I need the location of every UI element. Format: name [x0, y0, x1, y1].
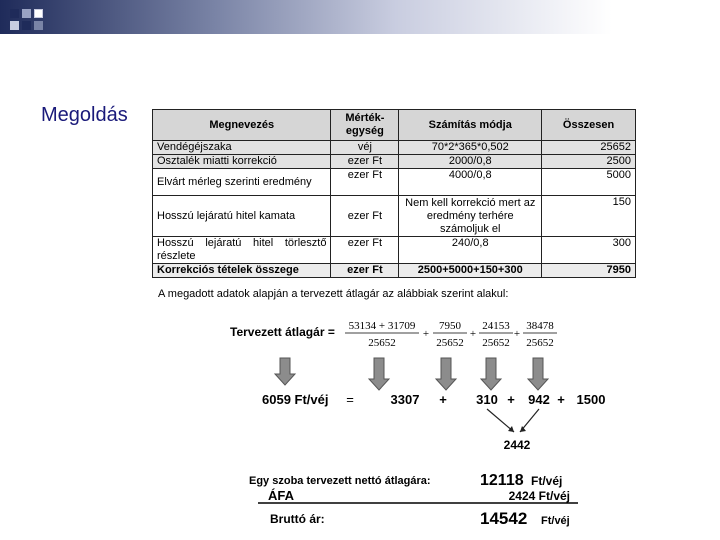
cell-total: 300 [542, 237, 636, 264]
deco-square [34, 21, 43, 30]
deco-square [10, 21, 19, 30]
cell-total: 150 [542, 196, 636, 237]
net-price-unit: Ft/véj [531, 474, 563, 488]
gross-price-label: Bruttó ár: [270, 512, 325, 526]
explanation-note: A megadott adatok alapján a tervezett átlagár az alábbiak szerint alakul: [158, 288, 509, 300]
cell-total: 2500 [542, 155, 636, 169]
fraction-1 [345, 320, 419, 349]
deco-square [34, 9, 43, 18]
cell-name: Hosszú lejáratú hitel kamata [153, 196, 331, 237]
table-row [153, 155, 636, 169]
cell-calc: 240/0,8 [399, 237, 542, 264]
cell-unit: ezer Ft [331, 155, 399, 169]
plus-sign: + [557, 392, 565, 407]
header-gradient-bar [0, 0, 720, 34]
plus-sign: + [422, 328, 430, 340]
cell-calc: 70*2*365*0,502 [399, 141, 542, 155]
fraction-4 [523, 320, 557, 349]
fraction-numerator: 7950 [439, 320, 461, 332]
value-profit: 1500 [576, 392, 606, 407]
header-total: Összesen [542, 110, 636, 141]
down-arrow-icon [481, 358, 501, 390]
table-row [153, 196, 636, 237]
gross-price-unit: Ft/véj [541, 515, 570, 527]
fraction-numerator: 24153 [482, 320, 510, 332]
slide-title: Megoldás [41, 104, 128, 126]
vat-value: 2424 Ft/véj [508, 489, 570, 503]
cell-name: Korrekciós tételek összege [153, 264, 331, 278]
plus-sign: + [513, 328, 521, 340]
value-base: 3307 [390, 392, 420, 407]
formula-label: Tervezett átlagár = [230, 325, 335, 339]
deco-square [22, 9, 31, 18]
cell-calc: Nem kell korrekció mert az eredmény terhére számoljuk el [399, 196, 542, 237]
cell-name: Hosszú lejáratú hitel törlesztő részlete [153, 237, 331, 264]
down-arrow-icon [275, 358, 295, 385]
cell-calc: 4000/0,8 [399, 169, 542, 196]
net-price-label: Egy szoba tervezett nettó átlagára: [249, 475, 431, 487]
down-arrow-icon [528, 358, 548, 390]
table-row [153, 141, 636, 155]
plus-sign: + [439, 392, 447, 407]
cell-unit: ezer Ft [331, 196, 399, 237]
cell-total: 5000 [542, 169, 636, 196]
table-total-row [153, 264, 636, 278]
fraction-denominator: 25652 [368, 337, 396, 349]
gross-price-value: 14542 [480, 509, 528, 528]
header-unit: Mérték-egység [331, 110, 399, 141]
deco-square [10, 9, 19, 18]
vat-label: ÁFA [268, 488, 294, 503]
fraction-denominator: 25652 [526, 337, 554, 349]
cell-name: Elvárt mérleg szerinti eredmény [153, 169, 331, 196]
arrow-head-icon [520, 426, 526, 432]
cell-name: Osztalék miatti korrekció [153, 155, 331, 169]
plus-sign: + [469, 328, 477, 340]
plus-sign: + [507, 392, 515, 407]
result-label: 6059 Ft/véj [262, 392, 329, 407]
value-sales: 942 [528, 392, 550, 407]
cell-unit: ezer Ft [331, 169, 399, 196]
fraction-2 [433, 320, 467, 349]
fraction-denominator: 25652 [482, 337, 510, 349]
subtotal-value: 2442 [503, 438, 531, 452]
correction-table [152, 109, 636, 278]
fraction-denominator: 25652 [436, 337, 464, 349]
cell-total: 25652 [542, 141, 636, 155]
table-row [153, 237, 636, 264]
cell-unit: véj [331, 141, 399, 155]
header-calc: Számítás módja [399, 110, 542, 141]
cell-name: Vendégéjszaka [153, 141, 331, 155]
table-header-row [153, 110, 636, 141]
deco-square [22, 21, 31, 30]
price-formula [0, 300, 720, 540]
header-name: Megnevezés [153, 110, 331, 141]
net-price-value: 12118 [480, 472, 524, 489]
value-correction: 310 [476, 392, 498, 407]
down-arrow-icon [369, 358, 389, 390]
cell-calc: 2500+5000+150+300 [399, 264, 542, 278]
equals-sign: = [346, 392, 354, 407]
down-arrow-icon [436, 358, 456, 390]
table-row [153, 169, 636, 196]
cell-calc: 2000/0,8 [399, 155, 542, 169]
cell-total: 7950 [542, 264, 636, 278]
cell-unit: ezer Ft [331, 264, 399, 278]
fraction-numerator: 53134 + 31709 [348, 320, 416, 332]
fraction-numerator: 38478 [526, 320, 554, 332]
cell-unit: ezer Ft [331, 237, 399, 264]
fraction-3 [479, 320, 513, 349]
